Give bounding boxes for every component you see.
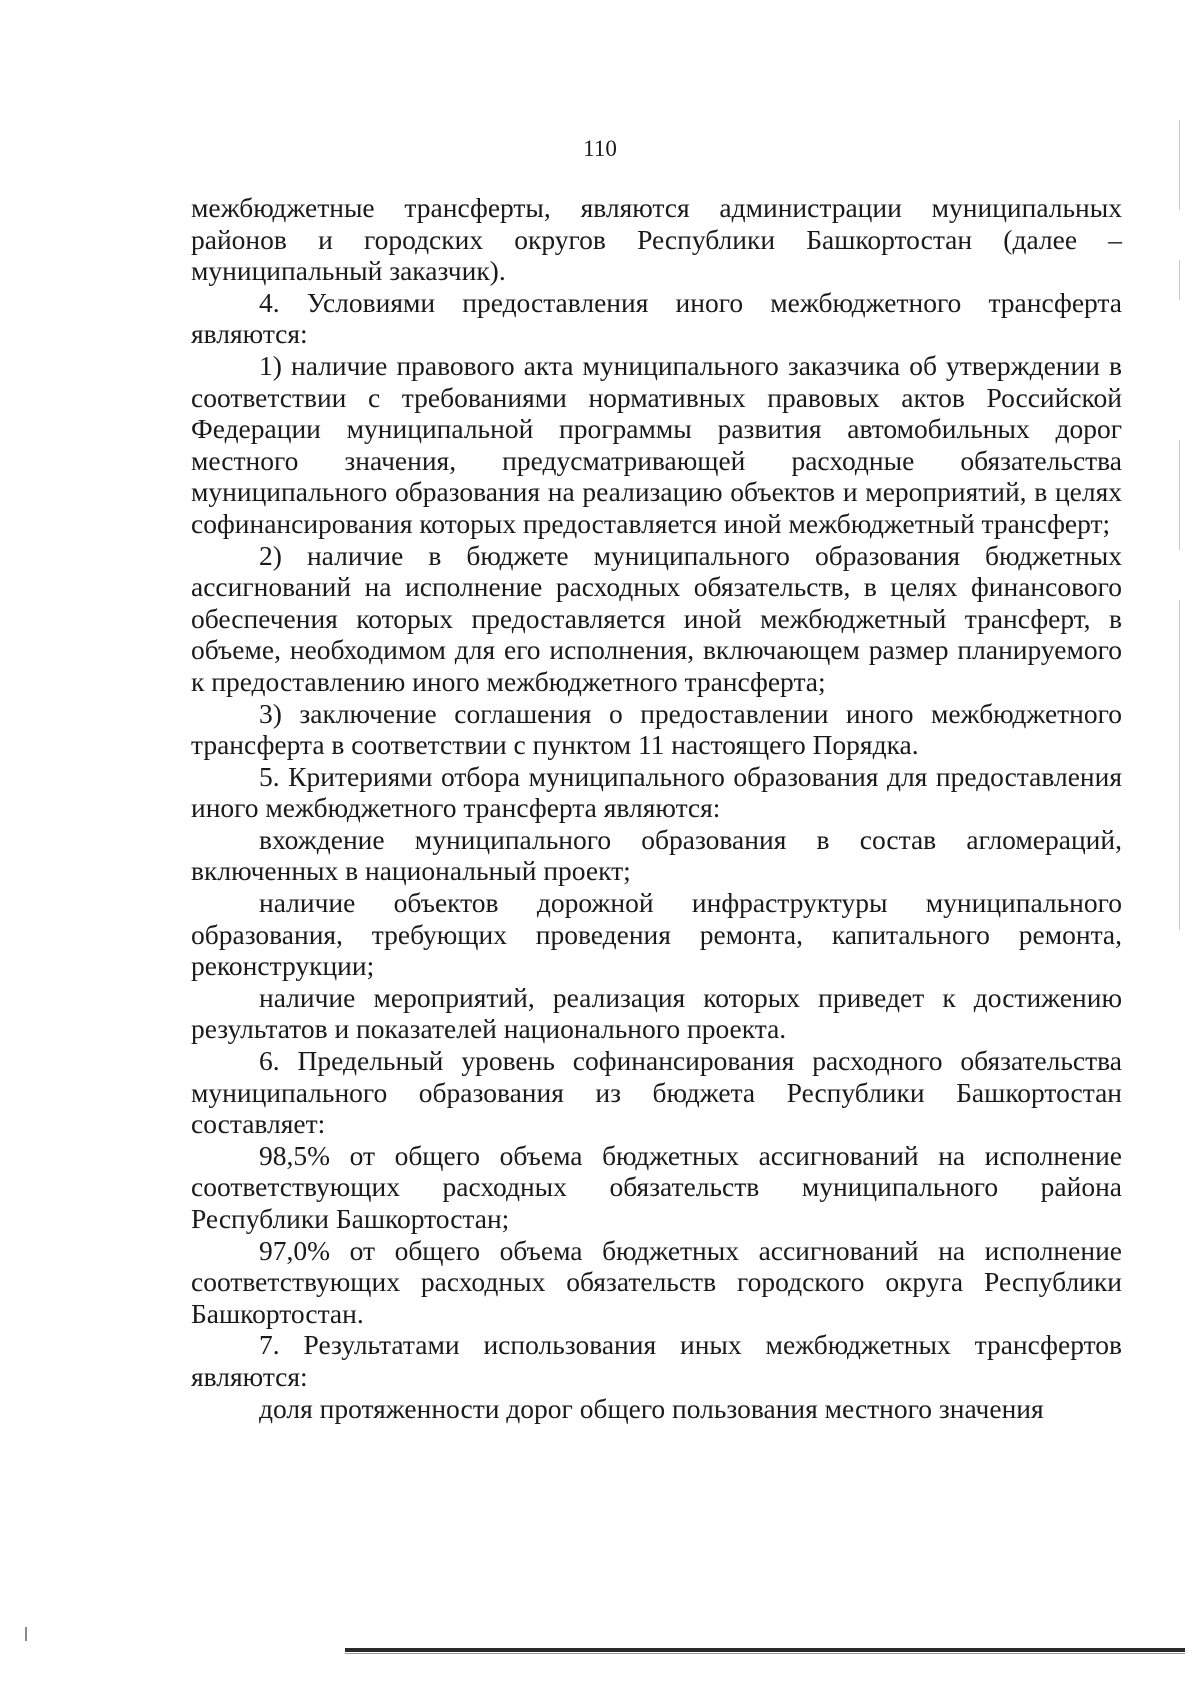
paragraph-item-4: 4. Условиями предоставления иного межбюджетного трансферта являются: bbox=[191, 286, 1122, 350]
paragraph-rate-district: 98,5% от общего объема бюджетных ассигнований на исполнение соответствующих расходных обязательств муниципального района Республики Башкортостан; bbox=[191, 1139, 1122, 1234]
scan-edge-line bbox=[1179, 600, 1180, 930]
scan-edge-line bbox=[1179, 260, 1180, 300]
paragraph-condition-2: 2) наличие в бюджете муниципального образования бюджетных ассигнований на исполнение расходных обязательств, в целях финансового обеспечения которых предоставляется иной межбюджетный трансферт, в объеме, необходимом для его исполнения, включающем размер планируемого к предоставлению иного межбюджетного трансферта; bbox=[191, 539, 1122, 697]
paragraph-condition-1: 1) наличие правового акта муниципального заказчика об утверждении в соответствии с требованиями нормативных правовых актов Российской Федерации муниципальной программы развития автомобильных дорог местного значения, предусматривающей расходные обязательства муниципального образования на реализацию объектов и мероприятий, в целях софинансирования которых предоставляется иной межбюджетный трансферт; bbox=[191, 349, 1122, 539]
paragraph-result-1: доля протяженности дорог общего пользования местного значения bbox=[259, 1392, 1044, 1424]
paragraph-criterion-2: наличие объектов дорожной инфраструктуры муниципального образования, требующих проведения ремонта, капитального ремонта, реконструкции; bbox=[191, 887, 1122, 982]
scan-bottom-edge-shadow bbox=[345, 1653, 1185, 1654]
scan-edge-line bbox=[1179, 120, 1180, 210]
page-number: 110 bbox=[583, 136, 617, 161]
paragraph-criterion-3: наличие мероприятий, реализация которых приведет к достижению результатов и показателей национального проекта. bbox=[191, 981, 1122, 1045]
paragraph-rate-city: 97,0% от общего объема бюджетных ассигнований на исполнение соответствующих расходных обязательств городского округа Республики Башкортостан. bbox=[191, 1234, 1122, 1329]
paragraph-criterion-1: вхождение муниципального образования в состав агломераций, включенных в национальный проект; bbox=[191, 823, 1122, 887]
scan-artifact-mark bbox=[25, 1627, 27, 1641]
document-body bbox=[191, 192, 1122, 1424]
paragraph-item-6: 6. Предельный уровень софинансирования расходного обязательства муниципального образования из бюджета Республики Башкортостан составляет: bbox=[191, 1045, 1122, 1140]
paragraph-continuation: межбюджетные трансферты, являются администрации муниципальных районов и городских округов Республики Башкортостан (далее – муниципальный заказчик). bbox=[191, 192, 1122, 287]
scan-bottom-edge bbox=[345, 1648, 1185, 1652]
paragraph-condition-3: 3) заключение соглашения о предоставлении иного межбюджетного трансферта в соответствии с пунктом 11 настоящего Порядка. bbox=[191, 697, 1122, 761]
paragraph-item-5: 5. Критериями отбора муниципального образования для предоставления иного межбюджетного трансферта являются: bbox=[191, 760, 1122, 824]
paragraph-item-7: 7. Результатами использования иных межбюджетных трансфертов являются: bbox=[191, 1329, 1122, 1392]
scan-edge-line bbox=[1179, 440, 1180, 550]
